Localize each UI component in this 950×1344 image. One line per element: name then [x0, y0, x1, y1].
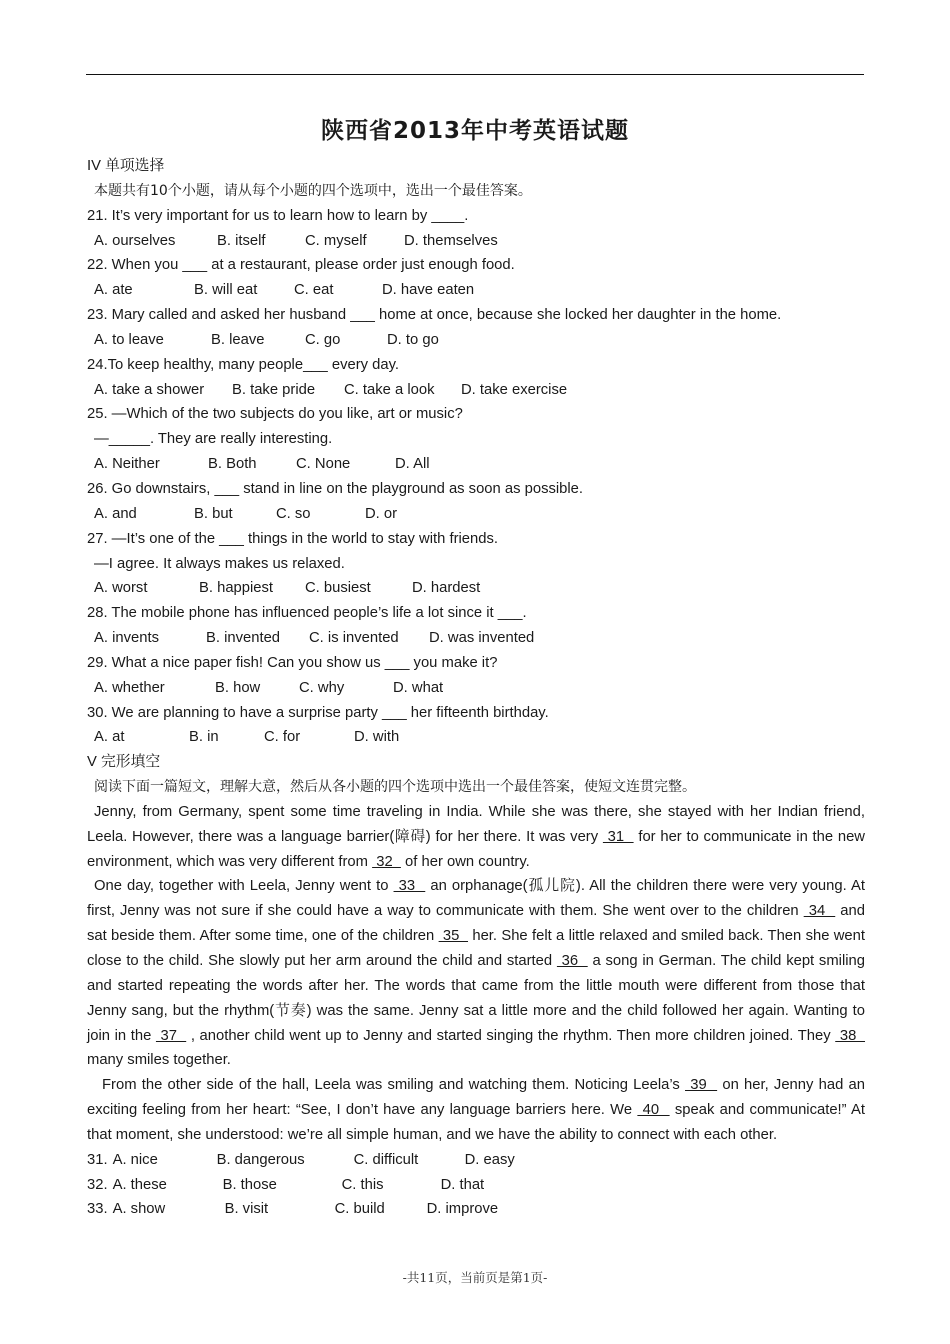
- cloze-blank: 32: [372, 853, 401, 870]
- cloze-question: [87, 1173, 865, 1198]
- options-row: [87, 502, 865, 527]
- section-heading: IV 单项选择: [87, 158, 165, 174]
- section-instruction: 阅读下面一篇短文，理解大意，然后从各小题的四个选项中选出一个最佳答案，使短文连贯完整。: [94, 779, 696, 796]
- multiple-choice-list: [87, 204, 865, 751]
- cloze-question: [87, 1197, 865, 1222]
- answer-option[interactable]: B. itself: [217, 232, 266, 249]
- options-row: [87, 328, 865, 353]
- answer-option[interactable]: A. take a shower: [94, 381, 205, 398]
- options-row: [87, 229, 865, 254]
- answer-option[interactable]: A. nice: [112, 1151, 158, 1168]
- answer-option[interactable]: D. with: [354, 729, 400, 746]
- answer-option[interactable]: B. take pride: [232, 381, 316, 398]
- answer-option[interactable]: B. Both: [208, 456, 257, 473]
- answer-option[interactable]: A. to leave: [94, 331, 164, 348]
- cloze-blank: 33: [393, 878, 426, 895]
- options-row: [87, 576, 865, 601]
- answer-option[interactable]: C. myself: [305, 232, 367, 249]
- answer-option[interactable]: D. hardest: [412, 580, 481, 597]
- answer-option[interactable]: C. is invented: [309, 630, 399, 647]
- options-row: [87, 676, 865, 701]
- options-row: [87, 626, 865, 651]
- header-rule: [86, 74, 864, 75]
- answer-option[interactable]: D. improve: [426, 1201, 499, 1218]
- answer-option[interactable]: C. eat: [294, 282, 334, 299]
- answer-option[interactable]: D. take exercise: [461, 381, 568, 398]
- question-stem-reply: —_____. They are really interesting.: [94, 431, 333, 448]
- question-stem-reply: —I agree. It always makes us relaxed.: [94, 555, 345, 572]
- question-stem: 25. —Which of the two subjects do you like, art or music?: [87, 406, 463, 423]
- answer-option[interactable]: C. build: [334, 1201, 385, 1218]
- answer-option[interactable]: C. so: [276, 505, 311, 522]
- answer-option[interactable]: A. and: [94, 505, 137, 522]
- answer-option[interactable]: B. leave: [211, 331, 265, 348]
- answer-option[interactable]: D. or: [365, 505, 398, 522]
- answer-option[interactable]: A. these: [112, 1176, 167, 1193]
- answer-option[interactable]: B. visit: [224, 1201, 269, 1218]
- answer-option[interactable]: C. take a look: [344, 381, 435, 398]
- question-stem: 21. It’s very important for us to learn how to learn by ____.: [87, 207, 469, 224]
- cloze-passage: [87, 800, 865, 1148]
- answer-option[interactable]: B. dangerous: [216, 1151, 305, 1168]
- cloze-blank: 36: [556, 953, 588, 969]
- cloze-blank: 39: [685, 1077, 718, 1094]
- answer-option[interactable]: D. what: [393, 679, 444, 696]
- cloze-blank: 38: [835, 1027, 866, 1044]
- answer-option[interactable]: D. to go: [387, 331, 439, 348]
- question-number: 33.: [87, 1201, 108, 1218]
- question-stem: 29. What a nice paper fish! Can you show us ___ you make it?: [87, 654, 498, 671]
- answer-option[interactable]: A. invents: [94, 630, 159, 647]
- question-stem: 26. Go downstairs, ___ stand in line on the playground as soon as possible.: [87, 480, 584, 497]
- options-row: [87, 452, 865, 477]
- cloze-question-list: [87, 1148, 865, 1223]
- answer-option[interactable]: B. invented: [206, 630, 281, 647]
- cloze-question: [87, 1148, 865, 1173]
- question-stem: 28. The mobile phone has influenced people’s life a lot since it ___.: [87, 605, 527, 622]
- answer-option[interactable]: C. why: [299, 679, 345, 696]
- answer-option[interactable]: D. was invented: [429, 630, 535, 647]
- answer-option[interactable]: B. happiest: [199, 580, 274, 597]
- section-instruction: 本题共有10个小题，请从每个小题的四个选项中，选出一个最佳答案。: [94, 182, 532, 199]
- options-row: [87, 378, 865, 403]
- answer-option[interactable]: C. this: [341, 1176, 384, 1193]
- answer-option[interactable]: A. whether: [94, 679, 165, 696]
- options-row: [87, 278, 865, 303]
- question-stem: 24.To keep healthy, many people___ every day.: [87, 356, 400, 373]
- cloze-blank: 34: [803, 903, 836, 920]
- passage-paragraph: From the other side of the hall, Leela was smiling and watching them. Noticing Leela’s 39 on her, Jenny had an exciting feeling from her heart: “See, I don’t have any language barriers here. We 40 speak and communicate!” At that moment, she understood: we’re all simple human, and we have the ability to connect with each other.: [87, 1077, 866, 1143]
- page-footer: -共11页，当前页是第1页-: [402, 1270, 548, 1285]
- answer-option[interactable]: A. show: [112, 1201, 166, 1218]
- passage-paragraph: One day, together with Leela, Jenny went to 33 an orphanage(孤儿院). All the children there were very young. At first, Jenny was not sure if she could have a way to communicate with them. She went over to the children 34 and sat beside them. After some time, one of the children 35 her. She felt a little relaxed and smiled back. Then she went close to the child. She slowly put her arm around the child and started 36 a song in German. The child kept smiling and started repeating the words after her. The words that came from the little mouth were different from those that Jenny sang, but the rhythm(节奏) was the same. Jenny sat a little more and the child followed her again. Wanting to join in the 37 , another child went up to Jenny and started singing the rhythm. Then more children joined. They 38 many smiles together.: [87, 878, 866, 1069]
- answer-option[interactable]: C. busiest: [305, 580, 371, 597]
- question-stem: 22. When you ___ at a restaurant, please order just enough food.: [87, 257, 515, 274]
- answer-option[interactable]: D. that: [440, 1176, 485, 1193]
- question-number: 32.: [87, 1176, 108, 1193]
- cloze-blank: 35: [438, 928, 469, 945]
- answer-option[interactable]: A. at: [94, 729, 125, 746]
- question-number: 31.: [87, 1151, 108, 1168]
- document-body: [87, 154, 865, 1222]
- answer-option[interactable]: B. will eat: [194, 282, 258, 299]
- answer-option[interactable]: A. ourselves: [94, 232, 176, 249]
- answer-option[interactable]: C. None: [296, 456, 351, 473]
- answer-option[interactable]: D. themselves: [404, 232, 498, 249]
- passage-paragraph: Jenny, from Germany, spent some time traveling in India. While she was there, she stayed with her Indian friend, Leela. However, there was a language barrier(障碍) for her there. It was very 31 for her to communicate in the new environment, which was very different from 32 of her own country.: [87, 803, 865, 870]
- question-stem: 30. We are planning to have a surprise party ___ her fifteenth birthday.: [87, 704, 549, 721]
- answer-option[interactable]: B. in: [189, 729, 219, 746]
- answer-option[interactable]: D. have eaten: [382, 282, 475, 299]
- cloze-blank: 31: [602, 828, 634, 845]
- answer-option[interactable]: D. All: [395, 456, 430, 473]
- question-stem: 23. Mary called and asked her husband ___ home at once, because she locked her daughter in the home.: [87, 307, 782, 324]
- page-title: 陕西省2013年中考英语试题: [320, 118, 629, 144]
- answer-option[interactable]: C. go: [305, 331, 341, 348]
- answer-option[interactable]: D. easy: [464, 1151, 515, 1168]
- answer-option[interactable]: C. for: [264, 729, 301, 746]
- answer-option[interactable]: C. difficult: [353, 1151, 419, 1168]
- options-row: [87, 725, 865, 750]
- cloze-blank: 40: [637, 1102, 670, 1119]
- answer-option[interactable]: A. ate: [94, 282, 133, 299]
- answer-option[interactable]: A. worst: [94, 580, 148, 597]
- answer-option[interactable]: B. how: [215, 679, 261, 696]
- answer-option[interactable]: A. Neither: [94, 456, 160, 473]
- cloze-blank: 37: [155, 1027, 187, 1044]
- answer-option[interactable]: B. those: [222, 1176, 277, 1193]
- section-heading: V 完形填空: [87, 754, 161, 771]
- answer-option[interactable]: B. but: [194, 505, 233, 522]
- question-stem: 27. —It’s one of the ___ things in the world to stay with friends.: [87, 530, 498, 547]
